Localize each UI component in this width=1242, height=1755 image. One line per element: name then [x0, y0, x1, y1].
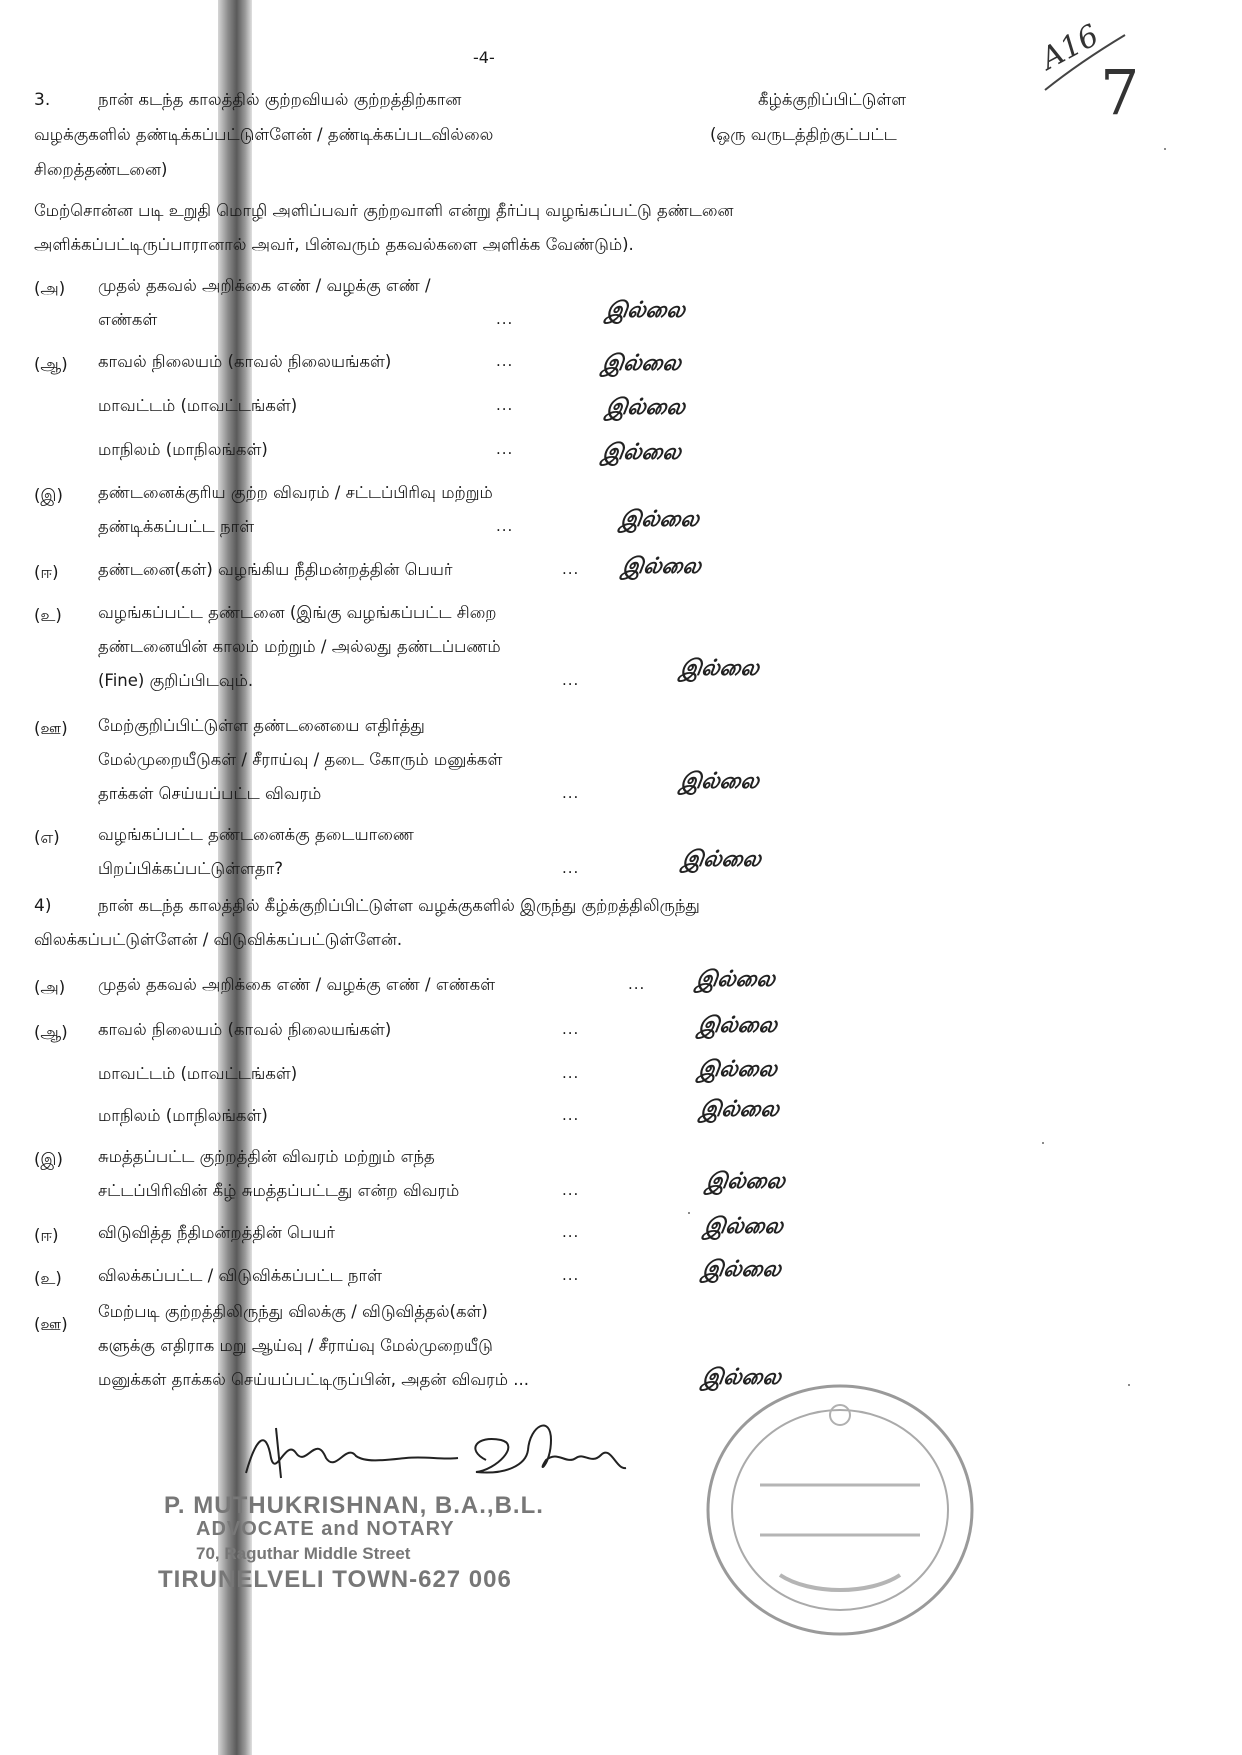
leader-dots: ...	[562, 1181, 580, 1199]
leader-dots: ...	[562, 1266, 580, 1284]
list-item-label: (இ)	[34, 1150, 63, 1169]
list-item-label: (உ)	[34, 1269, 62, 1288]
list-item-text: காவல் நிலையம் (காவல் நிலையங்கள்)	[98, 1020, 392, 1039]
list-item-label: (ஈ)	[34, 563, 59, 582]
section4-line1: நான் கடந்த காலத்தில் கீழ்க்குறிப்பிட்டுள்ள வழக்குகளில் இருந்து குற்றத்திலிருந்து	[98, 896, 700, 915]
instruction-line1: மேற்சொன்ன படி உறுதி மொழி அளிப்பவர் குற்றவாளி என்று தீர்ப்பு வழங்கப்பட்டு தண்டனை	[34, 201, 734, 220]
answer-text: இல்லை	[600, 439, 683, 465]
leader-dots: ...	[562, 784, 580, 802]
page-number: -4-	[473, 48, 495, 67]
list-item-text: மேல்முறையீடுகள் / சீராய்வு / தடை கோரும் மனுக்கள்	[98, 750, 503, 769]
list-item-text: எண்கள்	[98, 310, 158, 329]
list-item-text: விலக்கப்பட்ட / விடுவிக்கப்பட்ட நாள்	[98, 1266, 382, 1285]
leader-dots: ...	[562, 1064, 580, 1082]
leader-dots: ...	[562, 1223, 580, 1241]
answer-text: இல்லை	[702, 1213, 785, 1239]
list-item-label: (ஆ)	[34, 1023, 68, 1042]
list-item-label: (எ)	[34, 828, 60, 847]
leader-dots: ...	[562, 671, 580, 689]
leader-dots: ...	[496, 440, 514, 458]
list-item-label: (அ)	[34, 279, 66, 298]
answer-text: இல்லை	[694, 966, 777, 992]
list-item-label: (ஊ)	[34, 719, 68, 738]
deponent-signature	[466, 1410, 636, 1490]
list-item-text: (Fine) குறிப்பிடவும்.	[98, 671, 254, 690]
list-item-text: முதல் தகவல் அறிக்கை எண் / வழக்கு எண் /	[98, 276, 431, 295]
advocate-signature	[236, 1418, 466, 1488]
section3-line1-left: நான் கடந்த காலத்தில் குற்றவியல் குற்றத்திற்கான	[98, 90, 462, 109]
section3-line3: சிறைத்தண்டனை)	[34, 160, 168, 179]
stamp-title: ADVOCATE and NOTARY	[196, 1518, 455, 1540]
leader-dots: ...	[496, 310, 514, 328]
list-item-label: (அ)	[34, 978, 66, 997]
list-item-text: மனுக்கள் தாக்கல் செய்யப்பட்டிருப்பின், அதன் விவரம் ...	[98, 1370, 529, 1389]
answer-text: இல்லை	[696, 1056, 779, 1082]
answer-text: இல்லை	[678, 655, 761, 681]
answer-text: இல்லை	[678, 768, 761, 794]
scan-speck	[1128, 1384, 1130, 1386]
stamp-name: P. MUTHUKRISHNAN, B.A.,B.L.	[164, 1492, 544, 1519]
leader-dots: ...	[562, 560, 580, 578]
answer-text: இல்லை	[604, 297, 687, 323]
section4-number: 4)	[34, 896, 52, 916]
list-item-label: (இ)	[34, 486, 63, 505]
list-item-text: மாநிலம் (மாநிலங்கள்)	[98, 440, 268, 459]
list-item-text: தண்டனையின் காலம் மற்றும் / அல்லது தண்டப்பணம்	[98, 637, 501, 656]
answer-text: இல்லை	[600, 350, 683, 376]
section3-line2-left: வழக்குகளில் தண்டிக்கப்பட்டுள்ளேன் / தண்டிக்கப்படவில்லை	[34, 125, 494, 144]
leader-dots: ...	[562, 1020, 580, 1038]
answer-text: இல்லை	[700, 1364, 783, 1390]
list-item-text: விடுவித்த நீதிமன்றத்தின் பெயர்	[98, 1223, 336, 1242]
list-item-text: தண்டனைக்குரிய குற்ற விவரம் / சட்டப்பிரிவு மற்றும்	[98, 483, 493, 502]
corner-mark: 7	[1100, 56, 1140, 129]
list-item-text: தண்டிக்கப்பட்ட நாள்	[98, 517, 255, 536]
list-item-text: சுமத்தப்பட்ட குற்றத்தின் விவரம் மற்றும் எந்த	[98, 1147, 435, 1166]
list-item-text: களுக்கு எதிராக மறு ஆய்வு / சீராய்வு மேல்முறையீடு	[98, 1336, 493, 1355]
list-item-text: தண்டனை(கள்) வழங்கிய நீதிமன்றத்தின் பெயர்	[98, 560, 453, 579]
list-item-text: தாக்கள் செய்யப்பட்ட விவரம்	[98, 784, 322, 803]
answer-text: இல்லை	[704, 1168, 787, 1194]
answer-text: இல்லை	[700, 1256, 783, 1282]
leader-dots: ...	[496, 352, 514, 370]
section3-line2-right: (ஒரு வருடத்திற்குட்பட்ட	[710, 125, 897, 144]
section3-number: 3.	[34, 90, 51, 110]
list-item-text: மேற்படி குற்றத்திலிருந்து விலக்கு / விடுவித்தல்(கள்)	[98, 1302, 488, 1321]
answer-text: இல்லை	[698, 1096, 781, 1122]
list-item-label: (ஊ)	[34, 1315, 68, 1334]
list-item-label: (ஈ)	[34, 1226, 59, 1245]
list-item-text: மேற்குறிப்பிட்டுள்ள தண்டனையை எதிர்த்து	[98, 716, 425, 735]
answer-text: இல்லை	[680, 846, 763, 872]
stamp-town: TIRUNELVELI TOWN-627 006	[158, 1566, 512, 1593]
instruction-line2: அளிக்கப்பட்டிருப்பாரானால் அவர், பின்வரும் தகவல்களை அளிக்க வேண்டும்).	[34, 235, 634, 254]
list-item-text: காவல் நிலையம் (காவல் நிலையங்கள்)	[98, 352, 392, 371]
list-item-text: மாநிலம் (மாநிலங்கள்)	[98, 1106, 268, 1125]
list-item-text: வழங்கப்பட்ட தண்டனை (இங்கு வழங்கப்பட்ட சிறை	[98, 603, 497, 622]
notary-seal	[690, 1365, 990, 1655]
scan-speck	[1042, 1142, 1044, 1144]
list-item-text: வழங்கப்பட்ட தண்டனைக்கு தடையாணை	[98, 825, 414, 844]
leader-dots: ...	[562, 859, 580, 877]
leader-dots: ...	[496, 396, 514, 414]
answer-text: இல்லை	[696, 1012, 779, 1038]
scan-speck	[688, 1212, 690, 1214]
stamp-address: 70, Raguthar Middle Street	[196, 1544, 411, 1563]
list-item-text: சட்டப்பிரிவின் கீழ் சுமத்தப்பட்டது என்ற விவரம்	[98, 1181, 460, 1200]
corner-underline-mark	[1040, 30, 1130, 100]
leader-dots: ...	[562, 1106, 580, 1124]
list-item-text: பிறப்பிக்கப்பட்டுள்ளதா?	[98, 859, 284, 878]
answer-text: இல்லை	[604, 394, 687, 420]
list-item-text: முதல் தகவல் அறிக்கை எண் / வழக்கு எண் / எண்கள்	[98, 975, 496, 994]
list-item-label: (உ)	[34, 606, 62, 625]
list-item-text: மாவட்டம் (மாவட்டங்கள்)	[98, 396, 298, 415]
corner-note: A16	[1035, 18, 1105, 77]
answer-text: இல்லை	[620, 553, 703, 579]
section4-line2: விலக்கப்பட்டுள்ளேன் / விடுவிக்கப்பட்டுள்ளேன்.	[34, 930, 403, 949]
leader-dots: ...	[628, 975, 646, 993]
answer-text: இல்லை	[618, 506, 701, 532]
list-item-label: (ஆ)	[34, 355, 68, 374]
section3-line1-right: கீழ்க்குறிப்பிட்டுள்ள	[758, 90, 907, 109]
list-item-text: மாவட்டம் (மாவட்டங்கள்)	[98, 1064, 298, 1083]
leader-dots: ...	[496, 517, 514, 535]
scan-speck	[1164, 148, 1166, 150]
